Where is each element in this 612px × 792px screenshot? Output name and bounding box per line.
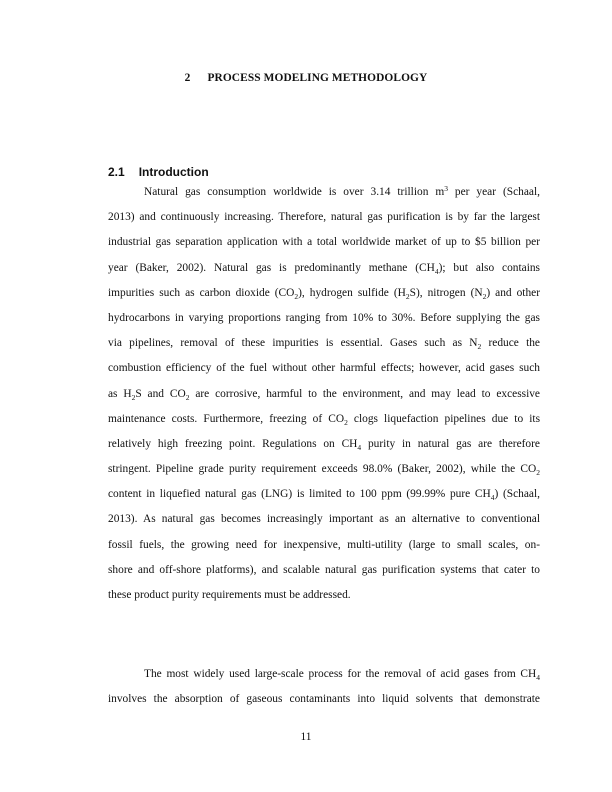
- paragraph-line: 2013). As natural gas becomes increasingly important as an alternative to conventional: [108, 513, 540, 526]
- chapter-heading: [0, 72, 612, 84]
- paragraph-line: fossil fuels, the growing need for inexpensive, multi-utility (large to small scales, on-: [108, 538, 540, 551]
- paragraph-line: year (Baker, 2002). Natural gas is predominantly methane $(CH_4)$; but also contains: [108, 261, 540, 276]
- paragraph-line: industrial gas separation application with a total worldwide market of up to $5 billion per: [108, 236, 540, 249]
- section-heading: [108, 165, 209, 179]
- paragraph-introduction: [108, 180, 540, 608]
- paragraph-line: The most widely used large-scale process for the removal of acid gases from $CH_4$: [144, 668, 540, 682]
- chapter-number: 2: [184, 72, 191, 84]
- paragraph-line: as $H_2S$ and $CO_2$ are corrosive, harmful to the environment, and may lead to excessive: [108, 387, 540, 402]
- paragraph-absorption: [108, 662, 540, 712]
- paragraph-line: maintenance costs. Furthermore, freezing of $CO_2$ clogs liquefaction pipelines due to its: [108, 412, 541, 427]
- section-number: 2.1: [108, 165, 125, 179]
- paragraph-line: involves the absorption of gaseous contaminants into liquid solvents that demonstrate: [108, 693, 540, 706]
- paragraph-line: shore and off-shore platforms), and scalable natural gas purification systems that cater to: [108, 563, 540, 576]
- section-title: Introduction: [138, 165, 209, 179]
- paragraph-line: 2013) and continuously increasing. Therefore, natural gas purification is by far the largest: [108, 211, 540, 224]
- paragraph-line: content in liquefied natural gas (LNG) is limited to 100 ppm (99.99% pure $CH_4$) (Schaal,: [108, 488, 540, 503]
- paragraph-line: stringent. Pipeline grade purity requirement exceeds 98.0% (Baker, 2002), while the $CO_2$: [108, 463, 540, 478]
- paragraph-line: hydrocarbons in varying proportions ranging from 10% to 30%. Before supplying the gas: [108, 311, 540, 324]
- paragraph-line: relatively high freezing point. Regulations on $CH_4$ purity in natural gas are therefore: [108, 437, 540, 452]
- paragraph-line: impurities such as carbon dioxide $(CO_2)$, hydrogen sulfide $(H_2S)$, nitrogen $(N_2)$ and other: [108, 286, 541, 301]
- page-number: 11: [300, 731, 312, 743]
- paragraph-line: combustion efficiency of the fuel without other harmful effects; however, acid gases such: [108, 362, 540, 375]
- paragraph-line: these product purity requirements must be addressed.: [108, 589, 351, 601]
- chapter-title: PROCESS MODELING METHODOLOGY: [207, 72, 428, 84]
- paragraph-line: via pipelines, removal of these impurities is essential. Gases such as $N_2$ reduce the: [108, 337, 540, 352]
- paragraph-line: Natural gas consumption worldwide is over 3.14 trillion $m^3$ per year (Schaal,: [144, 183, 540, 198]
